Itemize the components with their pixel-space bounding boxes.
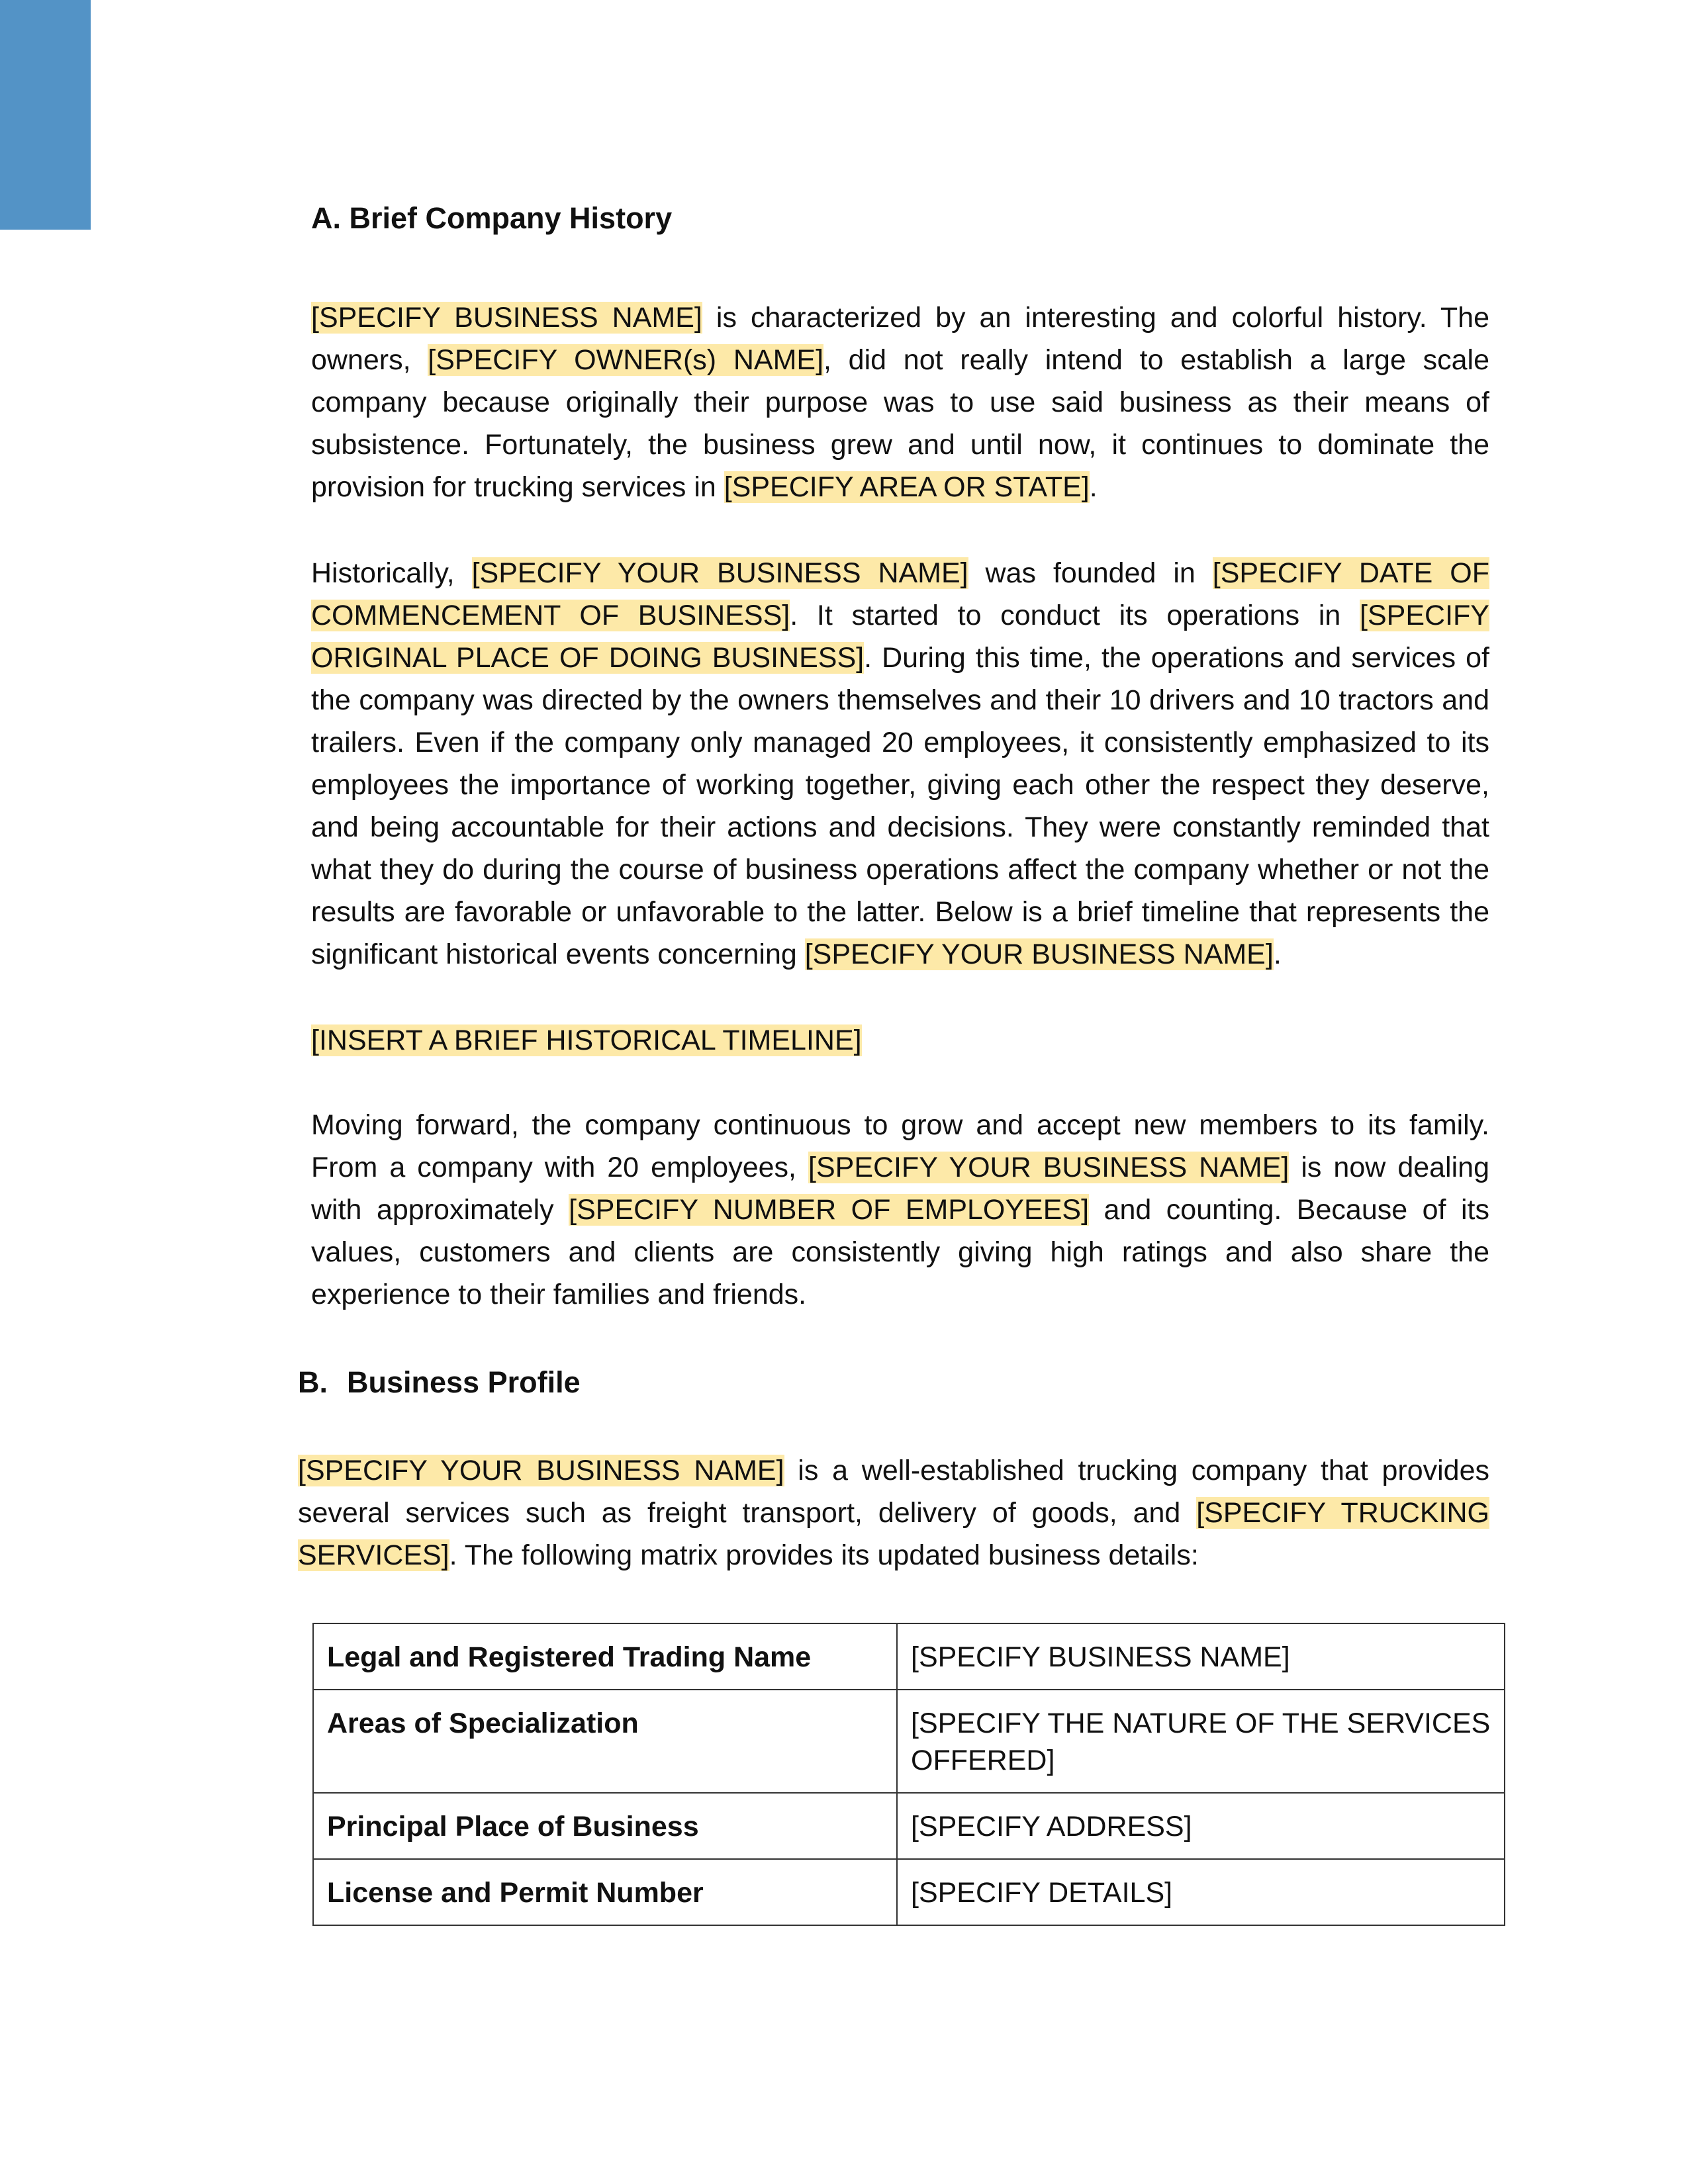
table-value-cell: [SPECIFY BUSINESS NAME]: [897, 1623, 1505, 1690]
table-value-cell: [SPECIFY THE NATURE OF THE SERVICES OFFERED]: [897, 1690, 1505, 1793]
section-b-title: Business Profile: [347, 1365, 581, 1399]
placeholder-business-name: [SPECIFY BUSINESS NAME]: [311, 302, 702, 334]
table-label-cell: Areas of Specialization: [313, 1690, 897, 1793]
paragraph-text: is now dealing with approximately: [311, 1152, 1489, 1226]
paragraph-text: is a well-established trucking company that provides several services such as freight transport, delivery of goods, and: [298, 1455, 1490, 1529]
paragraph-text: . The following matrix provides its updated business details:: [449, 1539, 1199, 1571]
timeline-placeholder-paragraph: [311, 1019, 1489, 1062]
paragraph-text: , did not really intend to establish a large scale company because originally their purpose was to use said business as their means of subsistence. Fortunately, the business grew and until now, it continues to dominate the provision for trucking services in: [311, 344, 1489, 503]
table-label-cell: Legal and Registered Trading Name: [313, 1623, 897, 1690]
placeholder-business-name: [SPECIFY YOUR BUSINESS NAME]: [808, 1152, 1289, 1183]
history-paragraph-3: [311, 1104, 1489, 1316]
section-a-heading: A. Brief Company History: [311, 201, 673, 235]
paragraph-text: .: [1273, 938, 1282, 970]
history-paragraph-2: [311, 552, 1489, 976]
table-label-cell: License and Permit Number: [313, 1859, 897, 1925]
table-label-cell: Principal Place of Business: [313, 1793, 897, 1859]
business-details-table: [312, 1623, 1505, 1926]
table-row: [313, 1623, 1505, 1690]
paragraph-text: was founded in: [968, 557, 1213, 589]
header-accent-block: [0, 0, 91, 230]
placeholder-business-name: [SPECIFY YOUR BUSINESS NAME]: [804, 938, 1274, 970]
table-value-cell: [SPECIFY ADDRESS]: [897, 1793, 1505, 1859]
placeholder-business-name: [SPECIFY YOUR BUSINESS NAME]: [471, 557, 968, 589]
business-profile-paragraph: [298, 1449, 1489, 1576]
paragraph-text: Historically,: [311, 557, 472, 589]
paragraph-text: is characterized by an interesting and colorful history. The owners,: [311, 302, 1489, 376]
history-paragraph-1: [311, 296, 1489, 508]
placeholder-historical-timeline: [INSERT A BRIEF HISTORICAL TIMELINE]: [311, 1024, 862, 1056]
paragraph-text: Moving forward, the company continuous to grow and accept new members to its family. From a company with 20 employees,: [311, 1109, 1489, 1183]
paragraph-text: .: [1089, 471, 1098, 503]
paragraph-text: . During this time, the operations and services of the company was directed by the owners themselves and their 10 drivers and 10 tractors and trailers. Even if the company only managed 20 employees, it consistently emphasized to its employees the importance of working together, giving each other the respect they deserve, and being accountable for their actions and decisions. They were constantly reminded that what they do during the course of business operations affect the company whether or not the results are favorable or unfavorable to the latter. Below is a brief timeline that represents the significant historical events concerning: [311, 642, 1489, 970]
section-b-heading: [298, 1365, 581, 1400]
placeholder-number-of-employees: [SPECIFY NUMBER OF EMPLOYEES]: [569, 1194, 1090, 1226]
table-row: [313, 1859, 1505, 1925]
placeholder-area-or-state: [SPECIFY AREA OR STATE]: [724, 471, 1090, 503]
paragraph-text: . It started to conduct its operations in: [790, 600, 1360, 631]
paragraph-text: and counting. Because of its values, customers and clients are consistently giving high ratings and also share the experience to their families and friends.: [311, 1194, 1490, 1310]
table-value-cell: [SPECIFY DETAILS]: [897, 1859, 1505, 1925]
table-row: [313, 1690, 1505, 1793]
placeholder-owner-name: [SPECIFY OWNER(s) NAME]: [428, 344, 824, 376]
placeholder-business-name: [SPECIFY YOUR BUSINESS NAME]: [298, 1455, 784, 1486]
placeholder-commencement-date: [SPECIFY DATE OF COMMENCEMENT OF BUSINESS]: [311, 557, 1489, 631]
placeholder-trucking-services: [SPECIFY TRUCKING SERVICES]: [298, 1497, 1489, 1571]
placeholder-original-place: [SPECIFY ORIGINAL PLACE OF DOING BUSINESS]: [311, 600, 1489, 674]
section-b-letter: B.: [298, 1365, 328, 1399]
table-row: [313, 1793, 1505, 1859]
